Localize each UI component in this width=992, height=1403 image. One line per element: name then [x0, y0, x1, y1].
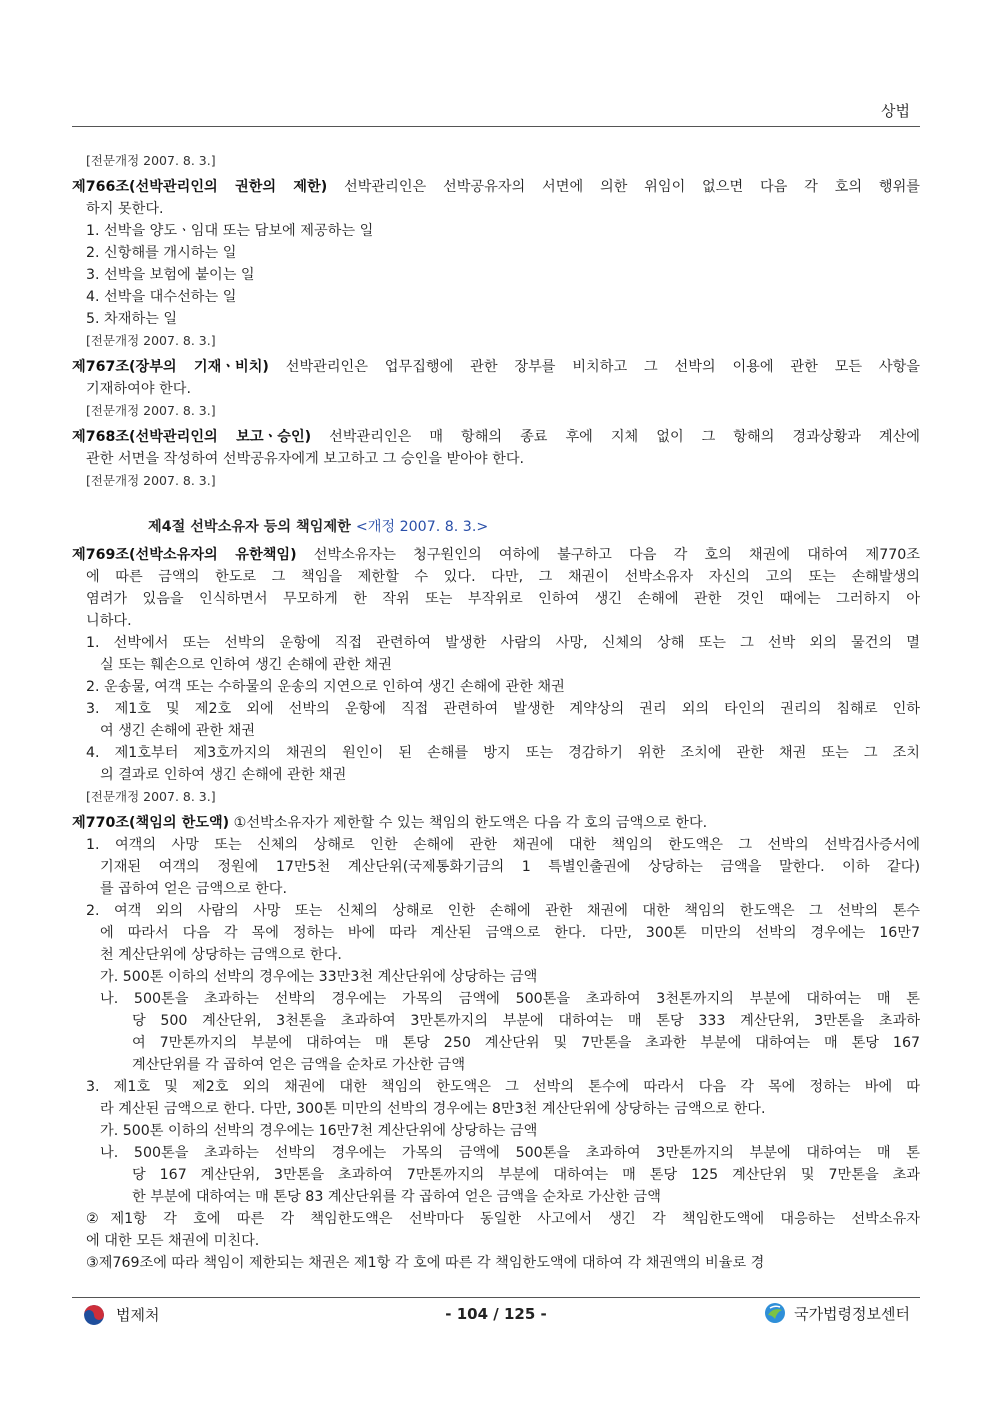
revision-note: [전문개정 2007. 8. 3.]	[86, 403, 216, 418]
text-line: 2. 신항해를 개시하는 일	[86, 245, 237, 261]
text-line: 1. 여객의 사망 또는 신체의 상해로 인한 손해에 관한 채권에 대한 책임의 한도액은 그 선박의 선박검사증서에	[86, 837, 920, 853]
article-text-line: 하지 못한다.	[86, 201, 164, 217]
paragraph	[72, 1208, 920, 1252]
list-item	[72, 286, 920, 308]
text-line: 2. 운송물, 여객 또는 수하물의 운송의 지연으로 인하여 생긴 손해에 관한 채권	[86, 679, 565, 695]
text-line: 여 7만톤까지의 부분에 대하여는 매 톤당 250 계산단위 및 7만톤을 초과한 부분에 대하여는 매 톤당 167	[132, 1035, 920, 1051]
text-line: 의 결과로 인하여 생긴 손해에 관한 채권	[100, 767, 347, 783]
footer-right-label: 국가법령정보센터	[794, 1304, 910, 1323]
section-heading	[72, 516, 920, 538]
list-item	[72, 632, 920, 676]
text-line: 에 대한 모든 채권에 미친다.	[86, 1233, 260, 1249]
text-line: 당 167 계산단위, 3만톤을 초과하여 7만톤까지의 부분에 대하여는 매 톤당 125 계산단위 및 7만톤을 초과	[132, 1167, 920, 1183]
text-line: 3. 제1호 및 제2호 외의 채권에 대한 책임의 한도액은 그 선박의 톤수에 따라서 다음 각 목에 정하는 바에 따	[86, 1079, 920, 1095]
list-item	[72, 834, 920, 900]
article-text-line: 에 따른 금액의 한도로 그 책임을 제한할 수 있다. 다만, 그 채권이 선박소유자 자신의 고의 또는 손해발생의	[86, 569, 920, 585]
section-spacer	[72, 492, 920, 508]
revision-note: [전문개정 2007. 8. 3.]	[86, 333, 216, 348]
header-title: 상법	[881, 102, 910, 120]
list-item	[72, 308, 920, 330]
article-text: 선박관리인은 매 항해의 종료 후에 지체 없이 그 항해의 경과상황과 계산에	[311, 429, 920, 445]
text-line: 가. 500톤 이하의 선박의 경우에는 33만3천 계산단위에 상당하는 금액	[100, 969, 538, 985]
list-item	[72, 1076, 920, 1120]
text-line: 3. 제1호 및 제2호 외에 선박의 운항에 직접 관련하여 발생한 계약상의 권리 외의 타인의 권리의 침해로 인하	[86, 701, 920, 717]
footer-right	[764, 1302, 910, 1324]
text-line: 계산단위를 각 곱하여 얻은 금액을 순차로 가산한 금액	[132, 1057, 466, 1073]
text-line: 나. 500톤을 초과하는 선박의 경우에는 가목의 금액에 500톤을 초과하여 3만톤까지의 부분에 대하여는 매 톤	[100, 1145, 920, 1161]
section-title: 제4절 선박소유자 등의 책임제한	[148, 519, 351, 535]
text-line: 실 또는 훼손으로 인하여 생긴 손해에 관한 채권	[100, 657, 392, 673]
article-first-line	[72, 176, 920, 198]
paragraph	[72, 1252, 920, 1274]
list-item	[72, 220, 920, 242]
text-line: 라 계산된 금액으로 한다. 다만, 300톤 미만의 선박의 경우에는 8만3천 계산단위에 상당하는 금액으로 한다.	[100, 1101, 766, 1117]
article-text-line: 관한 서면을 작성하여 선박공유자에게 보고하고 그 승인을 받아야 한다.	[86, 451, 525, 467]
list-item	[72, 242, 920, 264]
text-line: 1. 선박을 양도ㆍ임대 또는 담보에 제공하는 일	[86, 223, 374, 239]
page-number: - 104 / 125 -	[445, 1305, 547, 1323]
header-divider	[72, 126, 920, 127]
sub-list-item	[72, 1120, 920, 1142]
text-line: 여 생긴 손해에 관한 채권	[100, 723, 256, 739]
text-line: 에 따라서 다음 각 목에 정하는 바에 따라 계산된 금액으로 한다. 다만, 300톤 미만의 선박의 경우에는 16만7	[100, 925, 920, 941]
list-item	[72, 900, 920, 966]
sub-list-item	[72, 1142, 920, 1208]
article-title: 제769조(선박소유자의 유한책임)	[72, 547, 297, 563]
text-line: ②제1항 각 호에 따른 각 책임한도액은 선박마다 동일한 사고에서 생긴 각 책임한도액에 대응하는 선박소유자	[86, 1211, 920, 1227]
list-item	[72, 742, 920, 786]
text-line: 한 부분에 대하여는 매 톤당 83 계산단위를 각 곱하여 얻은 금액을 순차로 가산한 금액	[132, 1189, 661, 1205]
article-text: ①선박소유자가 제한할 수 있는 책임의 한도액은 다음 각 호의 금액으로 한다.	[229, 815, 708, 831]
text-line: 당 500 계산단위, 3천톤을 초과하여 3만톤까지의 부분에 대하여는 매 톤당 333 계산단위, 3만톤을 초과하	[132, 1013, 920, 1029]
text-line: 4. 선박을 대수선하는 일	[86, 289, 237, 305]
section-amendment: <개정 2007. 8. 3.>	[355, 519, 489, 535]
revision-note: [전문개정 2007. 8. 3.]	[86, 153, 216, 168]
text-line: 1. 선박에서 또는 선박의 운항에 직접 관련하여 발생한 사람의 사망, 신체의 상해 또는 그 선박 외의 물건의 멸	[86, 635, 920, 651]
revision-note: [전문개정 2007. 8. 3.]	[86, 789, 216, 804]
article-text: 선박소유자는 청구원인의 여하에 불구하고 다음 각 호의 채권에 대하여 제770조	[296, 547, 920, 563]
text-line: 를 곱하여 얻은 금액으로 한다.	[100, 881, 288, 897]
article-text: 선박관리인은 선박공유자의 서면에 의한 위임이 없으면 다음 각 호의 행위를	[327, 179, 920, 195]
article-text-line: 염려가 있음을 인식하면서 무모하게 한 작위 또는 부작위로 인하여 생긴 손해에 관한 것인 때에는 그러하지 아	[86, 591, 920, 607]
article-first-line	[72, 356, 920, 378]
revision-note: [전문개정 2007. 8. 3.]	[86, 473, 216, 488]
text-line: 4. 제1호부터 제3호까지의 채권의 원인이 된 손해를 방지 또는 경감하기 위한 조치에 관한 채권 또는 그 조치	[86, 745, 920, 761]
text-line: ③제769조에 따라 책임이 제한되는 채권은 제1항 각 호에 따른 각 책임한도액에 대하여 각 채권액의 비율로 경	[86, 1255, 765, 1271]
article	[72, 426, 920, 470]
footer-left-label: 법제처	[116, 1306, 160, 1324]
article	[72, 544, 920, 632]
footer-divider	[72, 1297, 920, 1298]
text-line: 5. 차재하는 일	[86, 311, 178, 327]
list-item	[72, 264, 920, 286]
document-body	[72, 150, 920, 1274]
article-title: 제767조(장부의 기재ㆍ비치)	[72, 359, 269, 375]
text-line: 나. 500톤을 초과하는 선박의 경우에는 가목의 금액에 500톤을 초과하여 3천톤까지의 부분에 대하여는 매 톤	[100, 991, 920, 1007]
article-first-line	[72, 812, 920, 834]
article-text-line: 기재하여야 한다.	[86, 381, 191, 397]
text-line: 3. 선박을 보험에 붙이는 일	[86, 267, 255, 283]
article	[72, 176, 920, 220]
article-title: 제766조(선박관리인의 권한의 제한)	[72, 179, 328, 195]
text-line: 천 계산단위에 상당하는 금액으로 한다.	[100, 947, 342, 963]
text-line: 가. 500톤 이하의 선박의 경우에는 16만7천 계산단위에 상당하는 금액	[100, 1123, 538, 1139]
article-first-line	[72, 426, 920, 448]
article-text: 선박관리인은 업무집행에 관한 장부를 비치하고 그 선박의 이용에 관한 모든 사항을	[268, 359, 920, 375]
list-item	[72, 698, 920, 742]
law-center-logo-icon	[764, 1302, 786, 1324]
list-item	[72, 676, 920, 698]
article	[72, 356, 920, 400]
article-title: 제768조(선박관리인의 보고ㆍ승인)	[72, 429, 312, 445]
article-title: 제770조(책임의 한도액)	[72, 815, 230, 831]
article-text-line: 니하다.	[86, 613, 132, 629]
text-line: 기재된 여객의 정원에 17만5천 계산단위(국제통화기금의 1 특별인출권에 상당하는 금액을 말한다. 이하 같다)	[100, 859, 920, 875]
sub-list-item	[72, 966, 920, 988]
sub-list-item	[72, 988, 920, 1076]
text-line: 2. 여객 외의 사람의 사망 또는 신체의 상해로 인한 손해에 관한 채권에 대한 책임의 한도액은 그 선박의 톤수	[86, 903, 920, 919]
article-first-line	[72, 544, 920, 566]
article	[72, 812, 920, 834]
